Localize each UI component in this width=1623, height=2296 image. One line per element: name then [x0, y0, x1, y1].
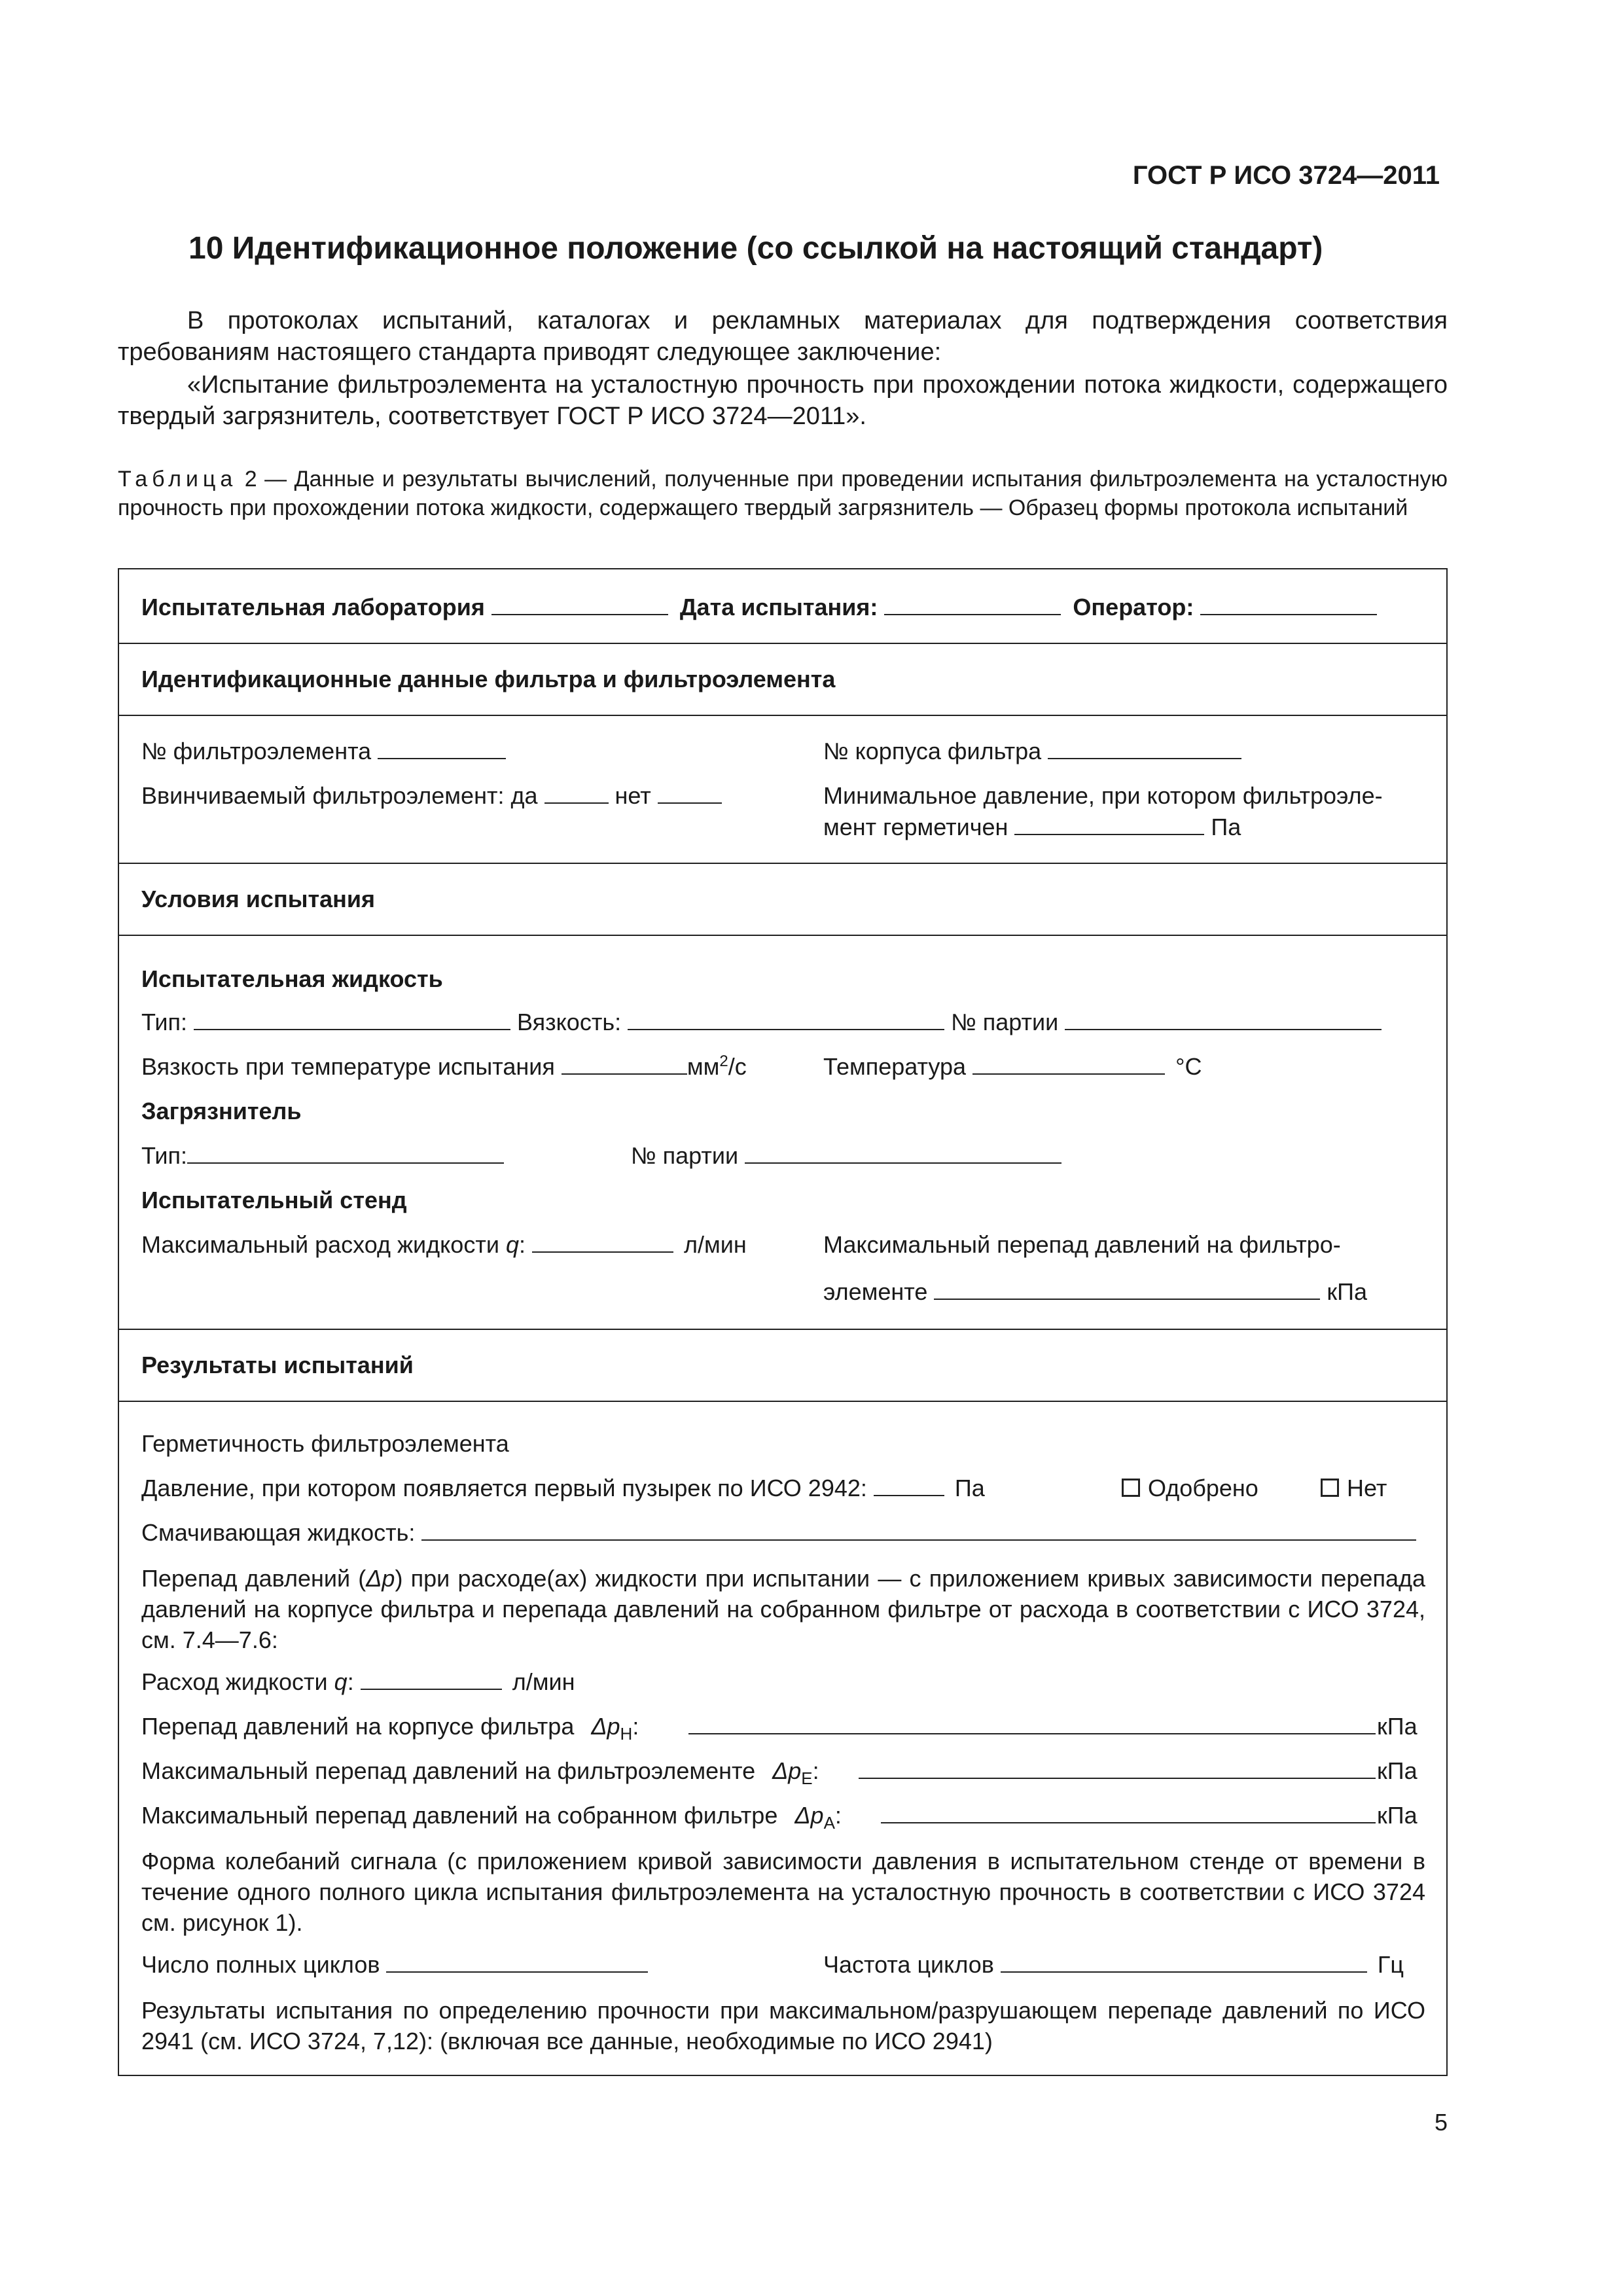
conclusion-paragraph — [118, 369, 1448, 432]
element-number-field[interactable] — [378, 738, 506, 759]
element-dp-unit: кПа — [1377, 1757, 1418, 1784]
element-dp-symbol: Δp — [772, 1757, 802, 1784]
row-divider — [119, 863, 1446, 864]
viscosity-unit-exponent: 2 — [719, 1052, 728, 1070]
max-flow-unit: л/мин — [684, 1231, 747, 1258]
housing-dp-row: Перепад давлений на корпусе фильтра $\Delta p_H$: — [141, 1713, 639, 1744]
bubble-row — [141, 1474, 985, 1503]
document-code: ГОСТ Р ИСО 3724—2011 — [1132, 161, 1440, 190]
contaminant-type-label: Тип: — [141, 1142, 188, 1169]
housing-dp-subscript: H — [620, 1724, 633, 1744]
rejected-checkbox[interactable] — [1321, 1479, 1339, 1497]
rejected-option[interactable] — [1321, 1474, 1387, 1503]
assembly-dp-unit: кПа — [1377, 1802, 1418, 1829]
pressure-drop-text-2: ) при расходе(ах) жидкости при испытании — с приложением кривых зависимости перепада давлений на корпусе фильтра и перепада давлений на собранном фильтре от расхода в соответствии с ИСО 3724, см. 7.4—7.6: — [141, 1565, 1426, 1653]
housing-number-label: № корпуса фильтра — [823, 738, 1042, 764]
approved-checkbox[interactable] — [1122, 1479, 1140, 1497]
flow-symbol: q — [505, 1231, 519, 1258]
strength-paragraph: Результаты испытания по определению прочности при максимальном/разрушающем перепаде давлений по ИСО 2941 (см. ИСО 3724, 7,12): (включая все данные, необходимые по ИСО 2941) — [141, 1997, 1425, 2054]
assembly-dp-symbol: Δp — [794, 1802, 824, 1829]
temperature-field[interactable] — [972, 1054, 1165, 1075]
viscosity-unit-per-second: /с — [728, 1053, 747, 1080]
max-flow-row — [141, 1230, 747, 1259]
element-number-label: № фильтроэлемента — [141, 738, 372, 764]
lab-label: Испытательная лаборатория — [141, 594, 485, 620]
row-divider — [119, 1329, 1446, 1330]
housing-dp-field-line — [688, 1712, 1376, 1741]
element-dp-field[interactable] — [859, 1758, 1376, 1779]
max-flow-label: Максимальный расход жидкости — [141, 1231, 499, 1258]
fluid-viscosity-field[interactable] — [628, 1009, 944, 1030]
date-label: Дата испытания: — [679, 594, 878, 620]
screw-in-no-label: нет — [615, 782, 651, 809]
contaminant-type-row — [141, 1141, 504, 1170]
fluid-batch-label: № партии — [951, 1009, 1059, 1035]
fluid-heading: Испытательная жидкость — [141, 965, 443, 992]
table-caption-label: Таблица — [118, 467, 238, 492]
intro-paragraph — [118, 305, 1448, 368]
lab-row — [141, 593, 1377, 622]
table-caption-text: 2 — Данные и результаты вычислений, полученные при проведении испытания фильтроэлемента на усталостную прочность при прохождении потока жидкости, содержащего твердый загрязнитель — Образец формы протокола испытаний — [118, 467, 1448, 520]
min-pressure-unit: Па — [1211, 814, 1241, 840]
flow-row — [141, 1668, 575, 1696]
max-drop-field[interactable] — [934, 1279, 1320, 1300]
assembly-dp-field-line — [881, 1801, 1376, 1830]
assembly-dp-label: Максимальный перепад давлений на собранном фильтре — [141, 1802, 778, 1829]
assembly-dp-row: Максимальный перепад давлений на собранном фильтре $\Delta p_A$: — [141, 1802, 842, 1833]
frequency-row — [823, 1950, 1404, 1979]
approved-label: Одобрено — [1148, 1475, 1258, 1501]
temperature-label: Температура — [823, 1053, 967, 1080]
cycles-row — [141, 1950, 648, 1979]
fluid-type-field[interactable] — [194, 1009, 510, 1030]
date-field[interactable] — [884, 594, 1061, 615]
frequency-unit: Гц — [1377, 1951, 1404, 1978]
contaminant-heading: Загрязнитель — [141, 1098, 302, 1124]
bubble-unit: Па — [954, 1475, 985, 1501]
housing-number-row — [823, 737, 1241, 766]
element-dp-subscript: E — [801, 1768, 813, 1789]
row-divider — [119, 715, 1446, 716]
intro-text: В протоколах испытаний, каталогах и рекламных материалах для подтверждения соответствия требованиям настоящего стандарта приводят следующее заключение: — [118, 307, 1448, 366]
screw-in-no-field[interactable] — [658, 783, 722, 804]
max-drop-line-1: Максимальный перепад давлений на фильтро- — [823, 1231, 1341, 1258]
min-pressure-label: мент герметичен — [823, 814, 1008, 840]
contaminant-batch-field[interactable] — [745, 1143, 1061, 1164]
viscosity-at-temp-label: Вязкость при температуре испытания — [141, 1053, 555, 1080]
assembly-dp-field[interactable] — [881, 1803, 1376, 1823]
conclusion-text: «Испытание фильтроэлемента на усталостную прочность при прохождении потока жидкости, содержащего твердый загрязнитель, соответствует ГОСТ Р ИСО 3724—2011». — [118, 371, 1448, 430]
contaminant-batch-row — [631, 1141, 1061, 1170]
section-heading: 10 Идентификационное положение (со ссылкой на настоящий стандарт) — [188, 231, 1323, 266]
screw-in-row — [141, 781, 722, 810]
operator-field[interactable] — [1200, 594, 1377, 615]
pressure-drop-symbol: Δp — [366, 1565, 395, 1592]
viscosity-at-temp-row — [141, 1052, 747, 1081]
max-drop-unit: кПа — [1327, 1278, 1368, 1305]
viscosity-at-temp-field[interactable] — [562, 1054, 687, 1075]
pressure-drop-text-1: Перепад давлений ( — [141, 1565, 366, 1592]
operator-label: Оператор: — [1073, 594, 1194, 620]
housing-dp-unit: кПа — [1377, 1713, 1418, 1740]
temperature-row — [823, 1052, 1202, 1081]
flow-label: Расход жидкости — [141, 1668, 328, 1695]
max-drop-label: элементе — [823, 1278, 928, 1305]
row-divider — [119, 935, 1446, 936]
max-drop-line-2 — [823, 1278, 1367, 1306]
screw-in-yes-field[interactable] — [544, 783, 609, 804]
bubble-label: Давление, при котором появляется первый пузырек по ИСО 2942: — [141, 1475, 867, 1501]
lab-field[interactable] — [491, 594, 668, 615]
fluid-type-label: Тип: — [141, 1009, 188, 1035]
max-flow-field[interactable] — [532, 1232, 673, 1253]
element-dp-row: Максимальный перепад давлений на фильтроэлементе $\Delta p_E$: — [141, 1757, 819, 1789]
wetting-field[interactable] — [421, 1520, 1416, 1541]
min-pressure-field[interactable] — [1014, 814, 1204, 835]
housing-number-field[interactable] — [1048, 738, 1241, 759]
ident-heading: Идентификационные данные фильтра и фильтроэлемента — [141, 666, 836, 692]
approved-option[interactable] — [1122, 1474, 1258, 1503]
tightness-label: Герметичность фильтроэлемента — [141, 1430, 509, 1457]
frequency-field[interactable] — [1001, 1952, 1367, 1973]
results-flow-colon: : — [347, 1668, 354, 1695]
flow-field[interactable] — [361, 1669, 502, 1690]
housing-dp-field[interactable] — [688, 1713, 1376, 1734]
assembly-dp-subscript: A — [823, 1813, 835, 1833]
contaminant-type-field[interactable] — [187, 1143, 504, 1164]
element-number-row — [141, 737, 506, 766]
pressure-drop-paragraph — [141, 1563, 1425, 1655]
flow-unit: л/мин — [512, 1668, 575, 1695]
fluid-row — [141, 1008, 1382, 1037]
temperature-unit: °С — [1175, 1053, 1202, 1080]
element-dp-field-line — [859, 1757, 1376, 1785]
waveform-paragraph: Форма колебаний сигнала (с приложением кривой зависимости давления в испытательном стенде от времени в течение одного полного цикла испытания фильтроэлемента на усталостную прочность в соответствии с ИСО 3724 см. рисунок 1). — [141, 1848, 1425, 1936]
rejected-label: Нет — [1347, 1475, 1387, 1501]
row-divider — [119, 643, 1446, 644]
test-report-form — [118, 568, 1448, 2076]
fluid-viscosity-label: Вязкость: — [517, 1009, 622, 1035]
stand-heading: Испытательный стенд — [141, 1187, 407, 1213]
min-pressure-line-2 — [823, 813, 1241, 842]
frequency-label: Частота циклов — [823, 1951, 994, 1978]
min-pressure-line-1: Минимальное давление, при котором фильтроэле- — [823, 782, 1383, 809]
flow-colon: : — [518, 1231, 526, 1258]
conditions-heading: Условия испытания — [141, 886, 375, 912]
wetting-row — [141, 1518, 1416, 1547]
results-heading: Результаты испытаний — [141, 1352, 414, 1378]
row-divider — [119, 1401, 1446, 1402]
wetting-label: Смачивающая жидкость: — [141, 1519, 416, 1546]
element-dp-label: Максимальный перепад давлений на фильтроэлементе — [141, 1757, 756, 1784]
housing-dp-label: Перепад давлений на корпусе фильтра — [141, 1713, 575, 1740]
screw-in-label: Ввинчиваемый фильтроэлемент: да — [141, 782, 538, 809]
bubble-pressure-field[interactable] — [874, 1475, 944, 1496]
housing-dp-symbol: Δp — [591, 1713, 620, 1740]
viscosity-unit: мм — [687, 1053, 720, 1080]
page-number: 5 — [1434, 2109, 1448, 2136]
results-flow-symbol: q — [334, 1668, 348, 1695]
fluid-batch-field[interactable] — [1065, 1009, 1382, 1030]
cycles-label: Число полных циклов — [141, 1951, 380, 1978]
contaminant-batch-label: № партии — [631, 1142, 739, 1169]
cycles-field[interactable] — [386, 1952, 648, 1973]
table-caption — [118, 465, 1448, 522]
